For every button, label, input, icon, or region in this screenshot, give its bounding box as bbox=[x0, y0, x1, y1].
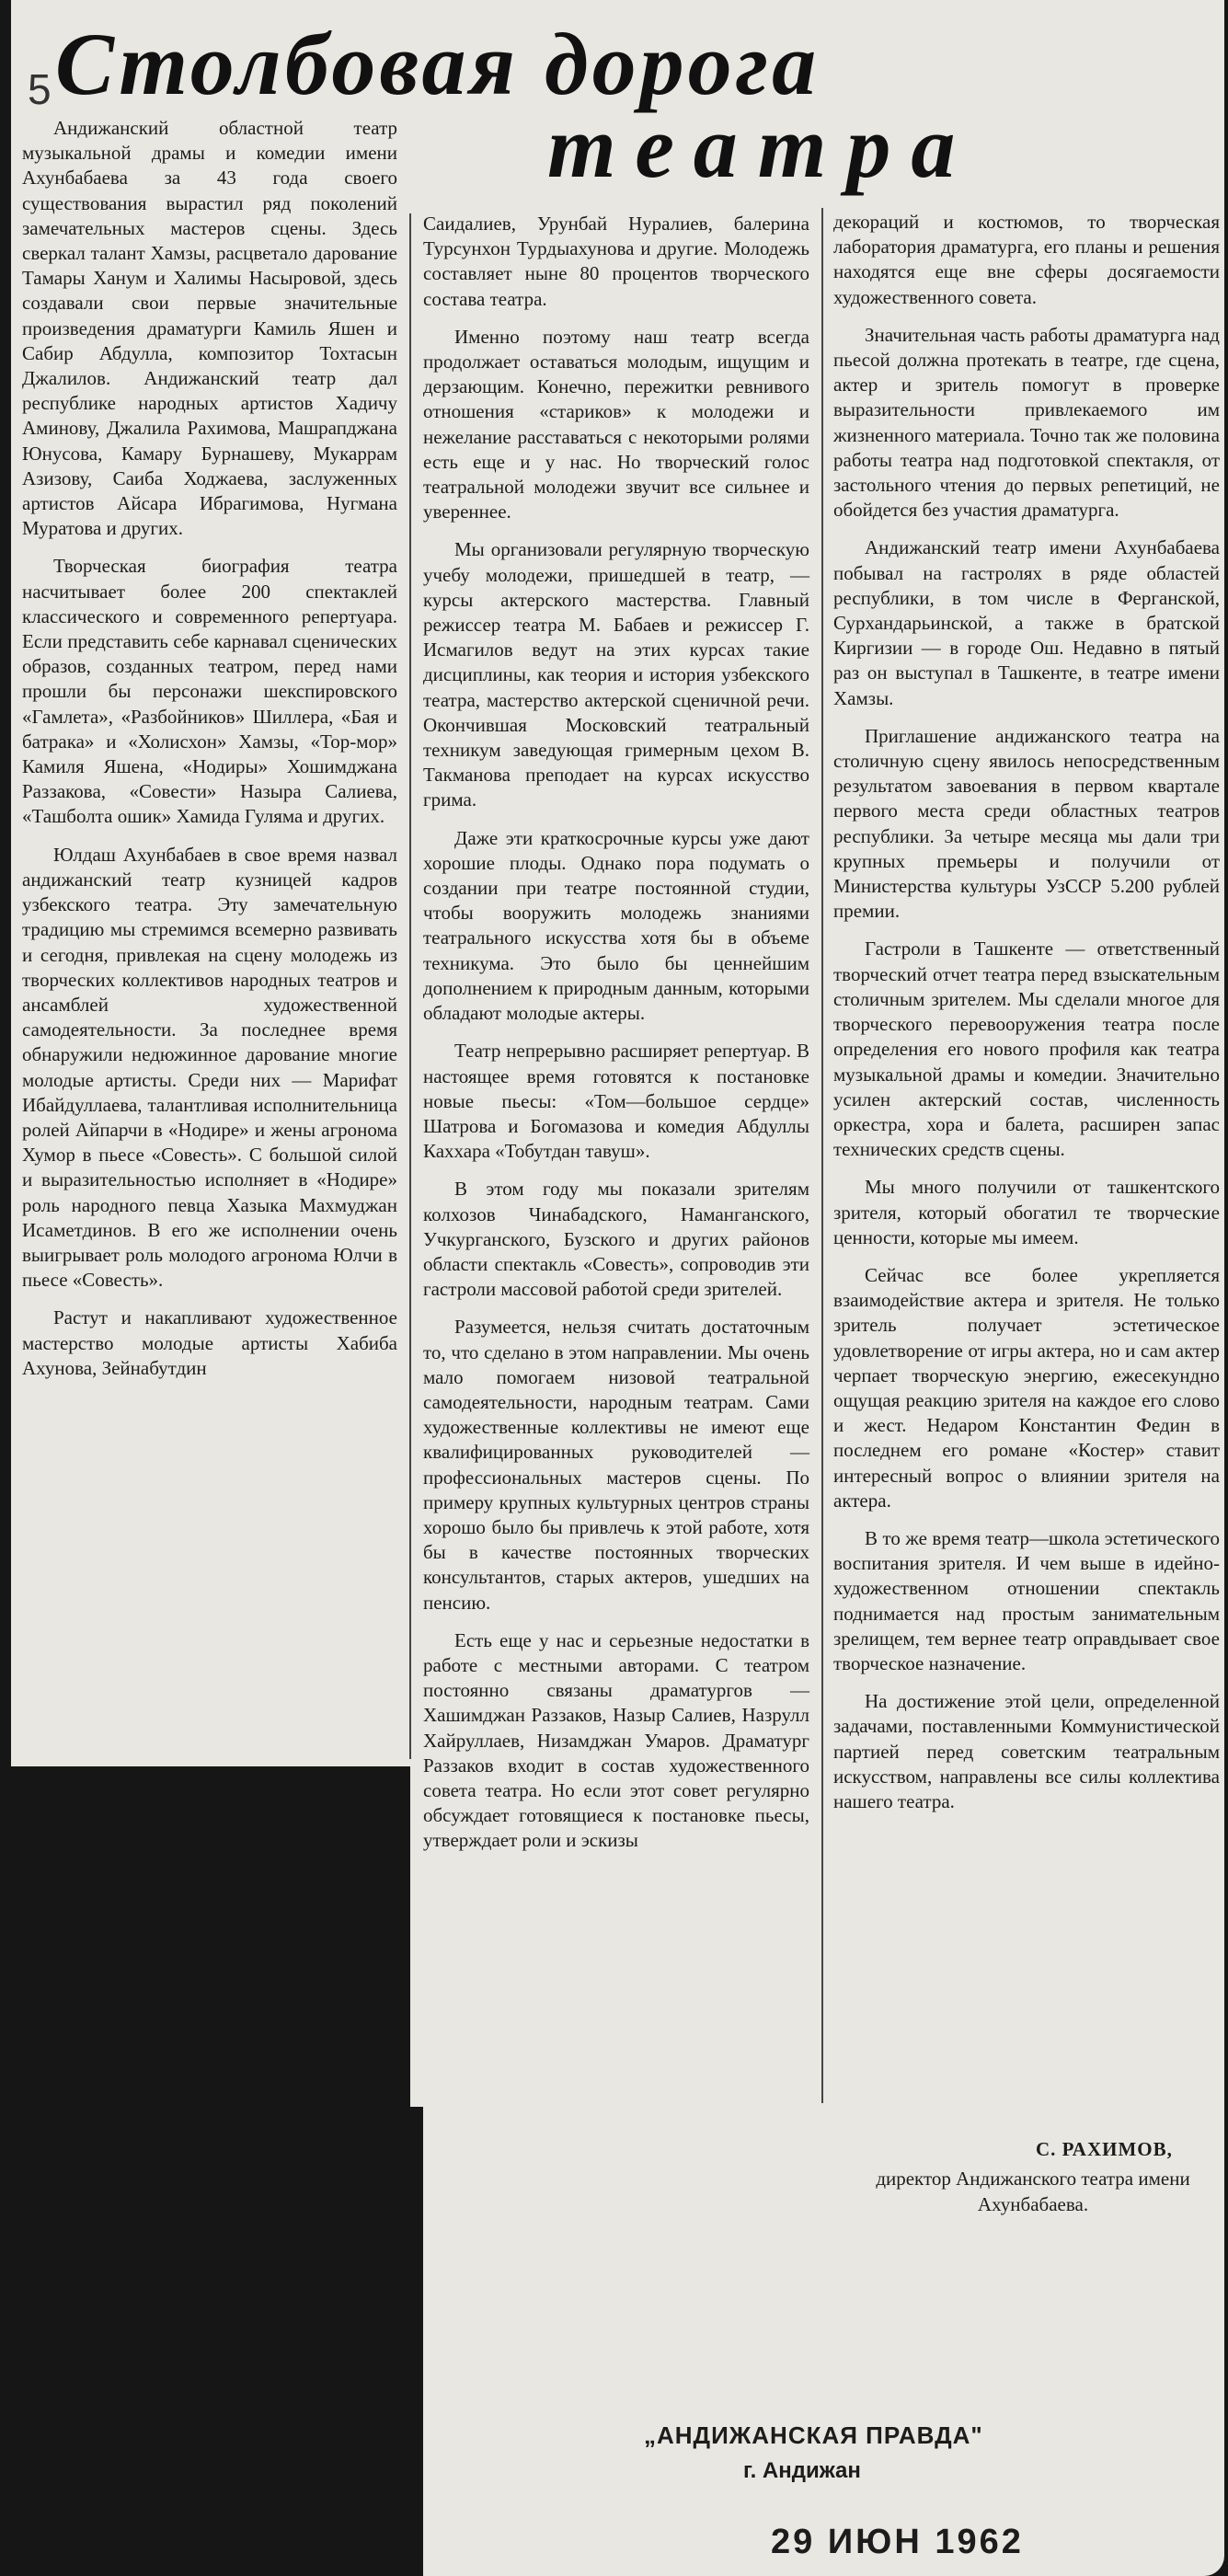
author-name: С. РАХИМОВ, bbox=[1036, 2138, 1173, 2160]
paragraph: Растут и накапливают художественное мастерство молодые артисты Хабиба Ахунова, Зейнабутдин bbox=[22, 1306, 397, 1379]
paragraph: Гастроли в Ташкенте — ответственный творческий отчет театра перед взыскательным столичным зрителем. Мы сделали многое для творческого перевооружения театра после определения его нового профиля как театра музыкальной драмы и комедии. Значительно усилен актерский состав, численность оркестра, хора и балета, расширен запас технических средств сцены. bbox=[833, 937, 1220, 1161]
article-column-1 bbox=[22, 116, 397, 1394]
paragraph: На достижение этой цели, определенной задачами, поставленными Коммунистической партией перед советским театральным искусством, направлены все силы коллектива нашего театра. bbox=[833, 1690, 1220, 1812]
paragraph: Театр непрерывно расширяет репертуар. В настоящее время готовятся к постановке новые пьесы: «Том—большое сердце» Шатрова и Богомазова и комедия Абдуллы Каххара «Тобутдан тавуш». bbox=[423, 1040, 809, 1163]
paragraph: Саидалиев, Урунбай Нуралиев, балерина Турсунхон Турдыахунова и другие. Молодежь составляет ныне 80 процентов творческого состава театра. bbox=[423, 213, 809, 310]
paragraph: декораций и костюмов, то творческая лаборатория драматурга, его планы и решения находятся еще вне сферы досягаемости художественного совета. bbox=[833, 211, 1220, 308]
paragraph: Сейчас все более укрепляется взаимодействие актера и зрителя. Не только зритель получает эстетическое удовлетворение от игры актера, но и сам актер черпает творческую энергию, ежесекундно ощущая реакцию зрителя на каждое его слово и жест. Недаром Константин Федин в последнем его романе «Костер» ставит интересный вопрос о влиянии зрителя на актера. bbox=[833, 1263, 1220, 1512]
column-rule-1 bbox=[409, 213, 411, 1759]
paragraph: Андижанский театр имени Ахунбабаева побывал на гастролях в ряде областей республики, в том числе в Ферганской, Сурхандарьинской, а также в братской Киргизии — в городе Ош. Недавно в пятый раз он выступал в Ташкенте, в театре имени Хамзы. bbox=[833, 536, 1220, 709]
paragraph: Мы много получили от ташкентского зрителя, который обогатил те творческие ценности, которые мы имеем. bbox=[833, 1176, 1220, 1248]
paragraph: Значительная часть работы драматурга над пьесой должна протекать в театре, где сцена, актер и зритель помогут в проверке выразительности привлекаемого им жизненного материала. Точно так же половина работы театра над подготовкой спектакля, от застольного чтения до первых репетиций, не обойдется без участия драматурга. bbox=[833, 323, 1220, 522]
paragraph: Разумеется, нельзя считать достаточным то, что сделано в этом направлении. Мы очень мало помогаем низовой театральной самодеятельности, народным театрам. Сами художественные коллективы не имеют еще квалифицированных руководителей — профессиональных мастеров сцены. По примеру крупных культурных центров страны хорошо было бы привлечь к этой работе, хотя бы в качестве постоянных творческих консультантов, старых актеров, ушедших на пенсию. bbox=[423, 1316, 809, 1614]
paragraph: Приглашение андижанского театра на столичную сцену явилось непосредственным результатом завоевания в первом квартале первого места среди областных театров республики. За четыре месяца мы дали три крупных премьеры и получили от Министерства культуры УзССР 5.200 рублей премии. bbox=[833, 724, 1220, 923]
paragraph: В то же время театр—школа эстетического воспитания зрителя. И чем выше в идейно-художественном отношении спектакль поднимается над простым занимательным зрелищем, тем вернее театр оправдывает свое творческое назначение. bbox=[833, 1526, 1220, 1674]
paragraph: В этом году мы показали зрителям колхозов Чинабадского, Наманганского, Учкурганского, Бузского и других районов области спектакль «Совесть», сопроводив эти гастроли массовой работой среди зрителей. bbox=[423, 1178, 809, 1301]
paragraph: Андижанский областной театр музыкальной драмы и комедии имени Ахунбабаева за 43 года своего существования вырастил ряд поколений замечательных мастеров сцены. Здесь сверкал талант Хамзы, расцветало дарование Тамары Ханум и Халимы Насыровой, здесь создавали свои первые значительные произведения драматурги Камиль Яшен и Сабир Абдулла, композитор Тохтасын Джалилов. Андижанский театр дал республике народных артистов Хадичу Аминову, Джалила Рахимова, Машрапджана Юнусова, Камару Бурнашеву, Мукаррам Азизову, Саиба Ходжаева, заслуженных артистов Айсара Ибрагимова, Нугмана Муратова и других. bbox=[22, 117, 397, 540]
paragraph: Есть еще у нас и серьезные недостатки в работе с местными авторами. С театром постоянно связаны драматургов — Хашимджан Раззаков, Назыр Салиев, Назрулл Хайруллаев, Низамджан Умаров. Драматург Раззаков входит в состав художественного совета театра. Но если этот совет регулярно обсуждает готовящиеся к постановке пьесы, утверждает роли и эскизы bbox=[423, 1628, 809, 1852]
paragraph: Даже эти краткосрочные курсы уже дают хорошие плоды. Однако пора подумать о создании при театре постоянной студии, чтобы вооружить молодежь знаниями театрального искусства хотя бы в объеме техникума. Это было бы ценнейшим дополнением к природным данным, которыми обладают молодые актеры. bbox=[423, 826, 809, 1025]
paragraph: Творческая биография театра насчитывает более 200 спектаклей классического и современного репертуара. Если представить себе карнавал сценических образов, созданных театром, перед нами прошли бы персонажи шекспировского «Гамлета», «Разбойников» Шиллера, «Бая и батрака» и «Холисхон» Хамзы, «Тор-мор» Камиля Яшена, «Нодиры» Хошимджана Раззакова, «Совести» Назыра Салиева, «Ташболта ошик» Хамида Гуляма и других. bbox=[22, 555, 397, 828]
column-rule-2 bbox=[821, 208, 823, 2103]
author-title: директор Андижанского театра имени Ахунбабаева. bbox=[876, 2168, 1190, 2215]
article-column-2 bbox=[423, 212, 809, 1867]
headline-line-2: театра bbox=[547, 98, 976, 196]
paragraph: Мы организовали регулярную творческую учебу молодежи, пришедшей в театр, — курсы актерского мастерства. Главный режиссер театра М. Бабаев и режиссер Г. Исмагилов ведут на этих курсах такие дисциплины, как теория и история узбекского театра, мастерство актерской сценичной речи. Окончившая Московский театральный техникум заведующая гримерным цехом В. Такманова преподает на курсах искусство грима. bbox=[423, 538, 809, 811]
headline-line-1: Столбовая дорога bbox=[55, 15, 821, 113]
article-column-3 bbox=[833, 210, 1220, 1827]
paragraph: Юлдаш Ахунбабаев в свое время назвал андижанский театр кузницей кадров узбекского театра. Эту замечательную традицию мы стремимся всемерно развивать и сегодня, привлекая на сцену молодежь из творческих коллективов народных театров и ансамблей художественной самодеятельности. За последнее время обнаружили недюжинное дарование многие молодые артисты. Среди них — Марифат Ибайдуллаева, талантливая исполнительница ролей Айпарчи в «Нодире» и жены агронома Хумор в пьесе «Совесть». С большой силой и выразительностью исполняет в «Нодире» роль народного певца Хазыка Махмуджан Исаметдинов. В его же исполнении очень выигрывает роль молодого агронома Юлчи в пьесе «Совесть». bbox=[22, 843, 397, 1292]
paragraph: Именно поэтому наш театр всегда продолжает оставаться молодым, ищущим и дерзающим. Конечно, пережитки ревнивого отношения «стариков» к молодежи и нежелание расставаться с некоторыми ролями есть еще и у нас. Но творческий голос театральной молодежи звучит все сильнее и увереннее. bbox=[423, 325, 809, 523]
date-stamp: 29 ИЮН 1962 bbox=[771, 2523, 1024, 2561]
newspaper-name: „АНДИЖАНСКАЯ ПРАВДА" bbox=[644, 2421, 983, 2449]
newspaper-city: г. Андижан bbox=[743, 2458, 861, 2483]
page-mark: 5 bbox=[28, 65, 52, 113]
